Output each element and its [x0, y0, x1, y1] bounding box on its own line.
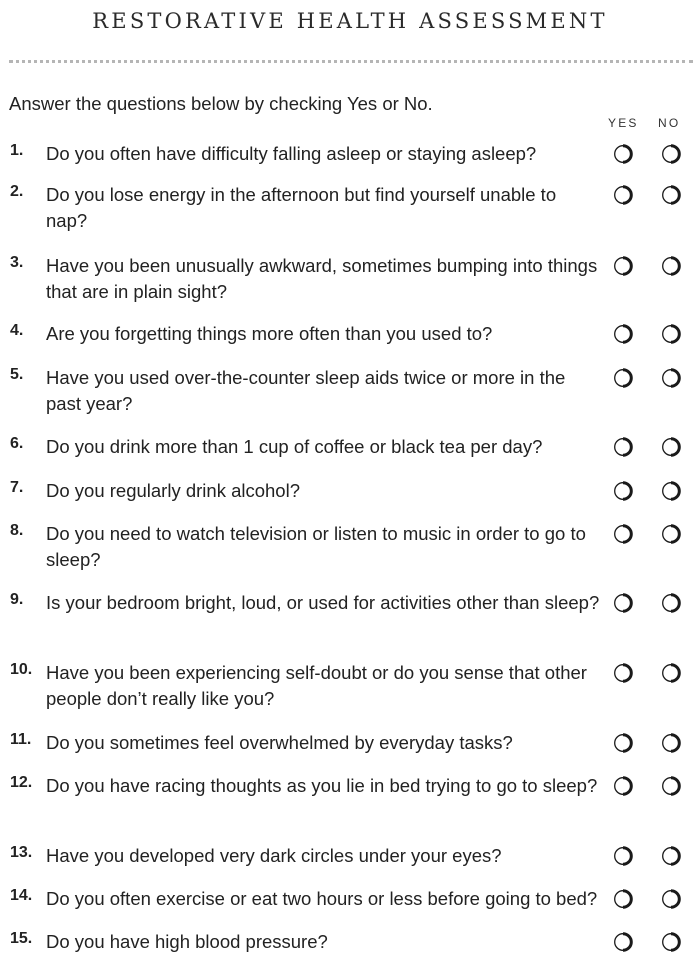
question-number: 2.: [10, 183, 24, 200]
yes-radio[interactable]: [612, 480, 634, 502]
question-number: 8.: [10, 522, 24, 539]
question-number: 4.: [10, 322, 24, 339]
question-number: 11.: [10, 731, 32, 748]
question-number: 5.: [10, 366, 24, 383]
question-text: Have you developed very dark circles under your eyes?: [46, 845, 502, 866]
column-header-no: NO: [658, 116, 681, 130]
yes-radio[interactable]: [612, 523, 634, 545]
question-number: 6.: [10, 435, 24, 452]
question-text: Do you drink more than 1 cup of coffee or black tea per day?: [46, 436, 543, 457]
question-text: Do you regularly drink alcohol?: [46, 480, 300, 501]
question-number: 3.: [10, 254, 24, 271]
no-radio[interactable]: [660, 523, 682, 545]
no-radio[interactable]: [660, 775, 682, 797]
yes-radio[interactable]: [612, 888, 634, 910]
no-radio[interactable]: [660, 662, 682, 684]
question-text: Is your bedroom bright, loud, or used for activities other than sleep?: [46, 592, 600, 613]
yes-radio[interactable]: [612, 255, 634, 277]
question-number: 14.: [10, 887, 33, 904]
question-text: Do you lose energy in the afternoon but find yourself unable to nap?: [46, 184, 557, 231]
instructions: Answer the questions below by checking Yes or No.: [9, 93, 433, 114]
no-radio[interactable]: [660, 732, 682, 754]
question-text: Do you often have difficulty falling asleep or staying asleep?: [46, 143, 537, 164]
page-title: RESTORATIVE HEALTH ASSESSMENT: [92, 9, 608, 33]
yes-radio[interactable]: [612, 662, 634, 684]
no-radio[interactable]: [660, 323, 682, 345]
yes-radio[interactable]: [612, 845, 634, 867]
question-text: Do you have high blood pressure?: [46, 931, 328, 952]
question-text: Have you been unusually awkward, sometimes bumping into things that are in plain sight?: [46, 255, 598, 302]
question-text: Are you forgetting things more often than you used to?: [46, 323, 493, 344]
no-radio[interactable]: [660, 184, 682, 206]
yes-radio[interactable]: [612, 931, 634, 953]
yes-radio[interactable]: [612, 775, 634, 797]
dotted-divider: [9, 60, 693, 63]
no-radio[interactable]: [660, 931, 682, 953]
question-number: 1.: [10, 142, 24, 159]
question-text: Have you used over-the-counter sleep aids twice or more in the past year?: [46, 367, 566, 414]
question-number: 9.: [10, 591, 24, 608]
yes-radio[interactable]: [612, 436, 634, 458]
yes-radio[interactable]: [612, 592, 634, 614]
no-radio[interactable]: [660, 592, 682, 614]
no-radio[interactable]: [660, 143, 682, 165]
question-number: 7.: [10, 479, 24, 496]
question-text: Do you sometimes feel overwhelmed by everyday tasks?: [46, 732, 513, 753]
no-radio[interactable]: [660, 480, 682, 502]
yes-radio[interactable]: [612, 323, 634, 345]
yes-radio[interactable]: [612, 184, 634, 206]
no-radio[interactable]: [660, 436, 682, 458]
question-text: Have you been experiencing self-doubt or do you sense that other people don’t really like you?: [46, 662, 587, 709]
yes-radio[interactable]: [612, 143, 634, 165]
no-radio[interactable]: [660, 255, 682, 277]
question-text: Do you have racing thoughts as you lie in bed trying to go to sleep?: [46, 775, 598, 796]
no-radio[interactable]: [660, 367, 682, 389]
no-radio[interactable]: [660, 888, 682, 910]
yes-radio[interactable]: [612, 732, 634, 754]
no-radio[interactable]: [660, 845, 682, 867]
column-header-yes: YES: [608, 116, 639, 130]
yes-radio[interactable]: [612, 367, 634, 389]
question-text: Do you need to watch television or listen to music in order to go to sleep?: [46, 523, 586, 570]
question-number: 15.: [10, 930, 33, 947]
question-number: 12.: [10, 774, 33, 791]
question-number: 13.: [10, 844, 33, 861]
question-text: Do you often exercise or eat two hours or less before going to bed?: [46, 888, 598, 909]
question-number: 10.: [10, 661, 33, 678]
